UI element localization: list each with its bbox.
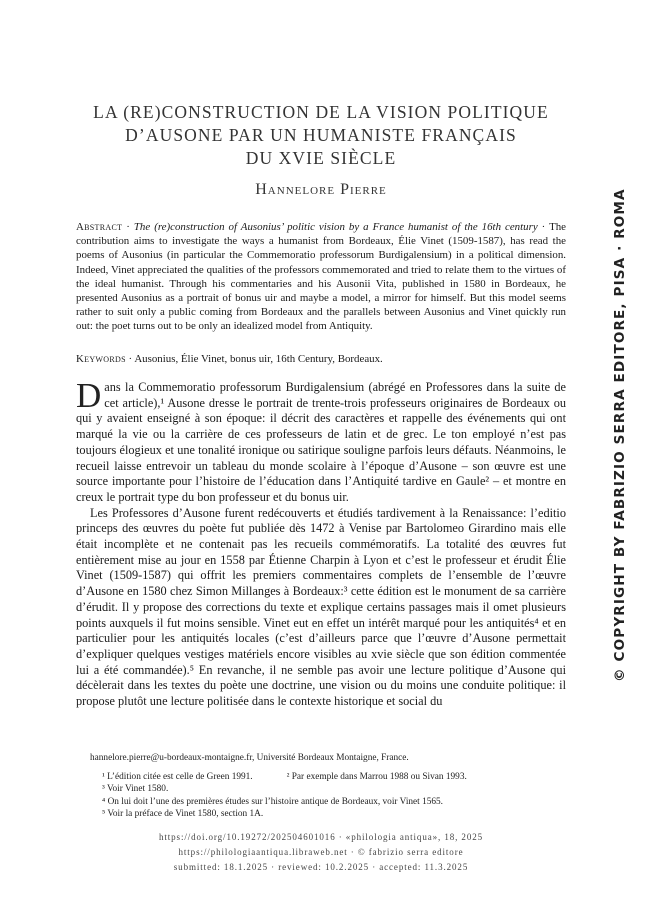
article-title: [76, 101, 566, 170]
keywords: Keywords · Ausonius, Élie Vinet, bonus uir, 16th Century, Bordeaux.: [76, 353, 383, 365]
publication-meta: [76, 830, 566, 875]
abstract: Abstract · The (re)construction of Ausonius’ politic vision by a France humanist of the 16th century · The contribution aims to investigate the ways a humanist from Bordeaux, Élie Vinet (1509-1587), has read the poems of Ausonius (in particular the Commemoratio professorum Burdigalensium) in a political dimension. Indeed, Vinet appreciated the qualities of the professors commemorated and tried to relate them to the virtues of the ideal humanist. Through his commentaries and his Ausonii Vita, published in 1580 in Bordeaux, he presented Ausonius as a portrait of bonus uir and maybe a model, a mirror for himself. But this model seems rather to suit only a public coming from Bordeaux and the parallels between Ausonius and Vinet quickly run out: the poet turns out to be only an idealized model from Antiquity.: [76, 221, 566, 333]
footnote-5: ⁵ Voir la préface de Vinet 1580, section 1A.: [102, 809, 264, 819]
paragraph-1: Dans la Commemoratio professorum Burdigalensium (abrégé en Professores dans la suite de cet article),¹ Ausone dresse le portrait de trente-trois professeurs originaires de Bordeaux ou qui y avaient enseigné à son époque: il décrit des caractères et rappelle des événements qui ont marqué la vie ou la carrière de ces professeurs de latin et de grec. Le ton employé n’est pas toujours élogieux et une tonalité ironique ou satirique souligne parfois leurs défauts. Néanmoins, le recueil laisse entrevoir un tableau du monde scolaire à l’époque d’Ausone – son œuvre est une source importante pour l’histoire de l’éducation dans l’Antiquité tardive en Gaule² – et montre en creux le portrait type du bon professeur et du bonus uir.: [76, 376, 566, 504]
doi-line[interactable]: https://doi.org/10.19272/202504601016 · «philologia antiqua», 18, 2025: [158, 832, 484, 842]
paragraph-2: Les Professores d’Ausone furent redécouverts et étudiés tardivement à la Renaissance: l’editio princeps des œuvres du poète fut publiée dès 1472 à Venise par Bartolomeo Girardino mais elle était incomplète et ne contenait pas les recueils commémoratifs. La totalité des œuvres fut entièrement mise au jour en 1558 par Étienne Charpin à Lyon et c’est le professeur et érudit Élie Vinet (1509-1587) qui offrit les premiers commentaires complets de l’ensemble de l’œuvre d’Ausone en 1580 chez Simon Millanges à Bordeaux:³ cette édition est le monument de sa carrière d’érudit. Il y propose des corrections du texte et explique certains passages mais il omet plusieurs points auxquels il fut moins sensible. Vinet eut en effet un intérêt marqué pour les antiquités⁴ et en particulier pour les antiquités locales (c’est d’ailleurs parce que l’œuvre d’Ausone permettait d’expliquer quelques vestiges matériels encore visibles au xvie siècle que son édition commentée lui a été commandée).⁵ En revanche, il ne semble pas avoir une lecture politique d’Ausone qui décèlerait dans les textes du poète une doctrine, une vision ou du moins une conduite politique: il propose plutôt une lecture politisée dans le contexte historique et social du: [76, 505, 566, 709]
keywords-text: Ausonius, Élie Vinet, bonus uir, 16th Century, Bordeaux.: [134, 353, 383, 365]
copyright-text: © COPYRIGHT BY FABRIZIO SERRA EDITORE, PISA · ROMA: [612, 188, 628, 682]
dates-line: submitted: 18.1.2025 · reviewed: 10.2.2025 · accepted: 11.3.2025: [173, 862, 469, 872]
footnote-1: ¹ L’édition citée est celle de Green 1991.: [102, 771, 253, 782]
title-line-2: D’AUSONE PAR UN HUMANISTE FRANÇAIS: [125, 125, 517, 145]
footnotes: [76, 752, 566, 821]
website-line[interactable]: https://philologiaantiqua.libraweb.net · © fabrizio serra editore: [178, 847, 464, 857]
author-affiliation: hannelore.pierre@u-bordeaux-montaigne.fr, Université Bordeaux Montaigne, France.: [90, 753, 409, 763]
author-name: Hannelore Pierre: [255, 181, 387, 198]
footnote-3: ³ Voir Vinet 1580.: [102, 784, 169, 794]
abstract-label: Abstract: [76, 221, 123, 233]
abstract-text: The contribution aims to investigate the ways a humanist from Bordeaux, Élie Vinet (1509-1587), has read the poems of Ausonius (in particular the Commemoratio professorum Burdigalensium) in a political dimension. Indeed, Vinet appreciated the qualities of the professors commemorated and tried to relate them to the virtues of the ideal humanist. Through his commentaries and his Ausonii Vita, published in 1580 in Bordeaux, he presented Ausonius as a portrait of bonus uir and maybe a model, a mirror for himself. But this model seems rather to suit only a public coming from Bordeaux and the parallels between Ausonius and Vinet quickly run out: the poet turns out to be only an idealized model from Antiquity.: [76, 221, 566, 333]
footnote-2: ² Par exemple dans Marrou 1988 ou Sivan 1993.: [286, 771, 467, 782]
drop-cap: D: [76, 376, 102, 415]
footnote-4: ⁴ On lui doit l’une des premières études sur l’histoire antique de Bordeaux, voir Vinet 1565.: [102, 796, 443, 807]
keywords-label: Keywords: [76, 353, 126, 365]
article-body: [76, 376, 566, 710]
title-line-1: LA (RE)CONSTRUCTION DE LA VISION POLITIQUE: [93, 102, 549, 122]
abstract-heading: The (re)construction of Ausonius’ politic vision by a France humanist of the 16th century: [133, 221, 538, 233]
title-line-3: DU XVIE SIÈCLE: [245, 148, 397, 168]
